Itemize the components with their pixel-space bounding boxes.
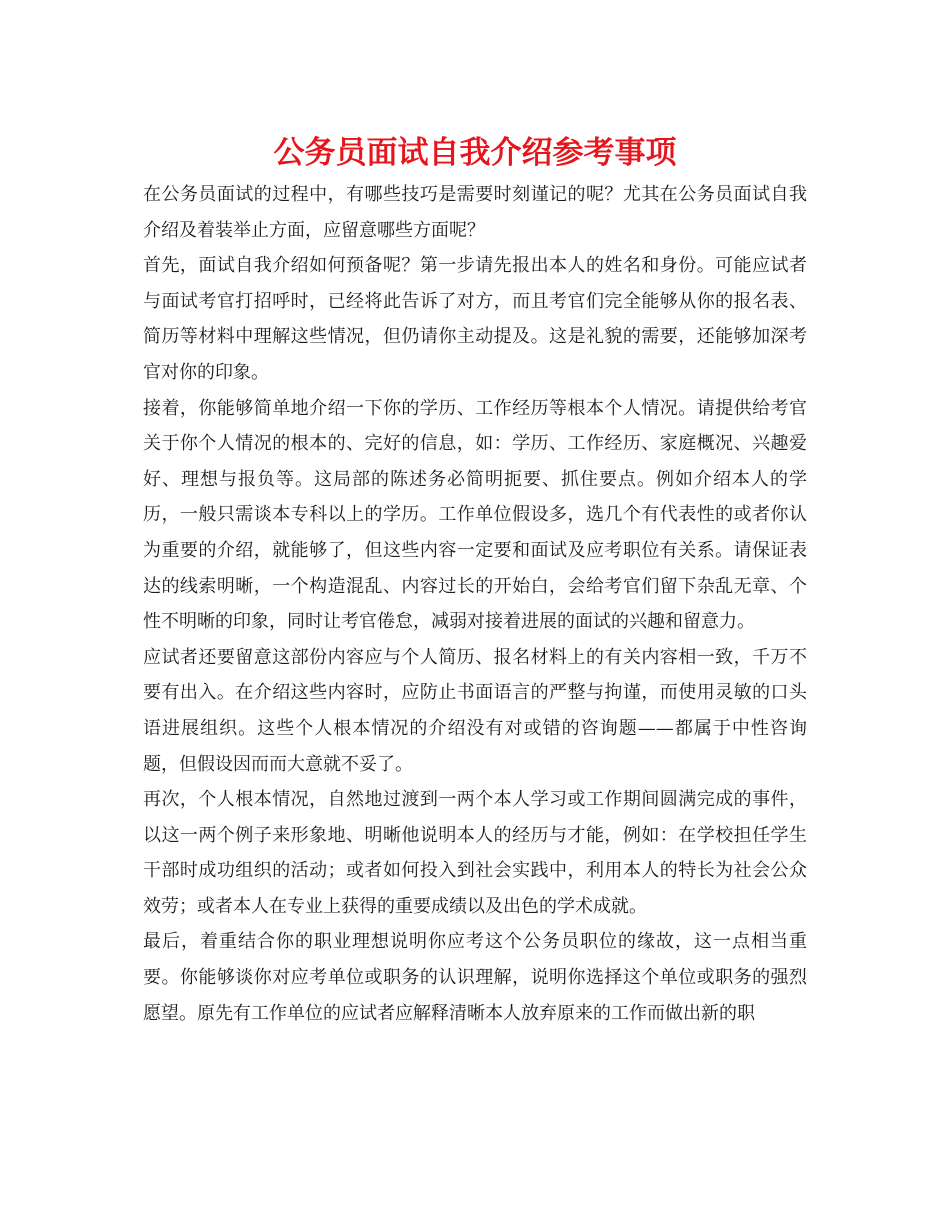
paragraph-motivation: 最后，着重结合你的职业理想说明你应考这个公务员职位的缘故，这一点相当重要。你能够谈你对应考单位或职务的认识理解，说明你选择这个单位或职务的强烈愿望。原先有工作单位的应试者应解释清晰本人放弃原来的工作而做出新的职 [143, 931, 807, 1024]
paragraph-intro: 在公务员面试的过程中，有哪些技巧是需要时刻谨记的呢？尤其在公务员面试自我介绍及着装举止方面，应留意哪些方面呢？ [143, 184, 807, 241]
paragraph-first-step: 首先，面试自我介绍如何预备呢？第一步请先报出本人的姓名和身份。可能应试者与面试考官打招呼时，已经将此告诉了对方，而且考官们完全能够从你的报名表、简历等材料中理解这些情况，但仍请你主动提及。这是礼貌的需要，还能够加深考官对你的印象。 [143, 255, 807, 383]
document-body [143, 177, 807, 1031]
document-title: 公务员面试自我介绍参考事项 [273, 135, 677, 171]
paragraph-consistency: 应试者还要留意这部份内容应与个人简历、报名材料上的有关内容相一致，千万不要有出入。在介绍这些内容时，应防止书面语言的严整与拘谨，而使用灵敏的口头语进展组织。这些个人根本情况的介绍没有对或错的咨询题——都属于中性咨询题，但假设因而而大意就不妥了。 [143, 646, 807, 775]
paragraph-basic-info: 接着，你能够简单地介绍一下你的学历、工作经历等根本个人情况。请提供给考官关于你个人情况的根本的、完好的信息，如：学历、工作经历、家庭概况、兴趣爱好、理想与报负等。这局部的陈述务必简明扼要、抓住要点。例如介绍本人的学历，一般只需谈本专科以上的学历。工作单位假设多，选几个有代表性的或者你认为重要的介绍，就能够了，但这些内容一定要和面试及应考职位有关系。请保证表达的线索明晰，一个构造混乱、内容过长的开始白，会给考官们留下杂乱无章、个性不明晰的印象，同时让考官倦怠，减弱对接着进展的面试的兴趣和留意力。 [143, 397, 807, 633]
paragraph-examples: 再次，个人根本情况，自然地过渡到一两个本人学习或工作期间圆满完成的事件，以这一两个例子来形象地、明晰他说明本人的经历与才能，例如：在学校担任学生干部时成功组织的活动；或者如何投入到社会实践中，利用本人的特长为社会公众效劳；或者本人在专业上获得的重要成绩以及出色的学术成就。 [143, 789, 807, 917]
